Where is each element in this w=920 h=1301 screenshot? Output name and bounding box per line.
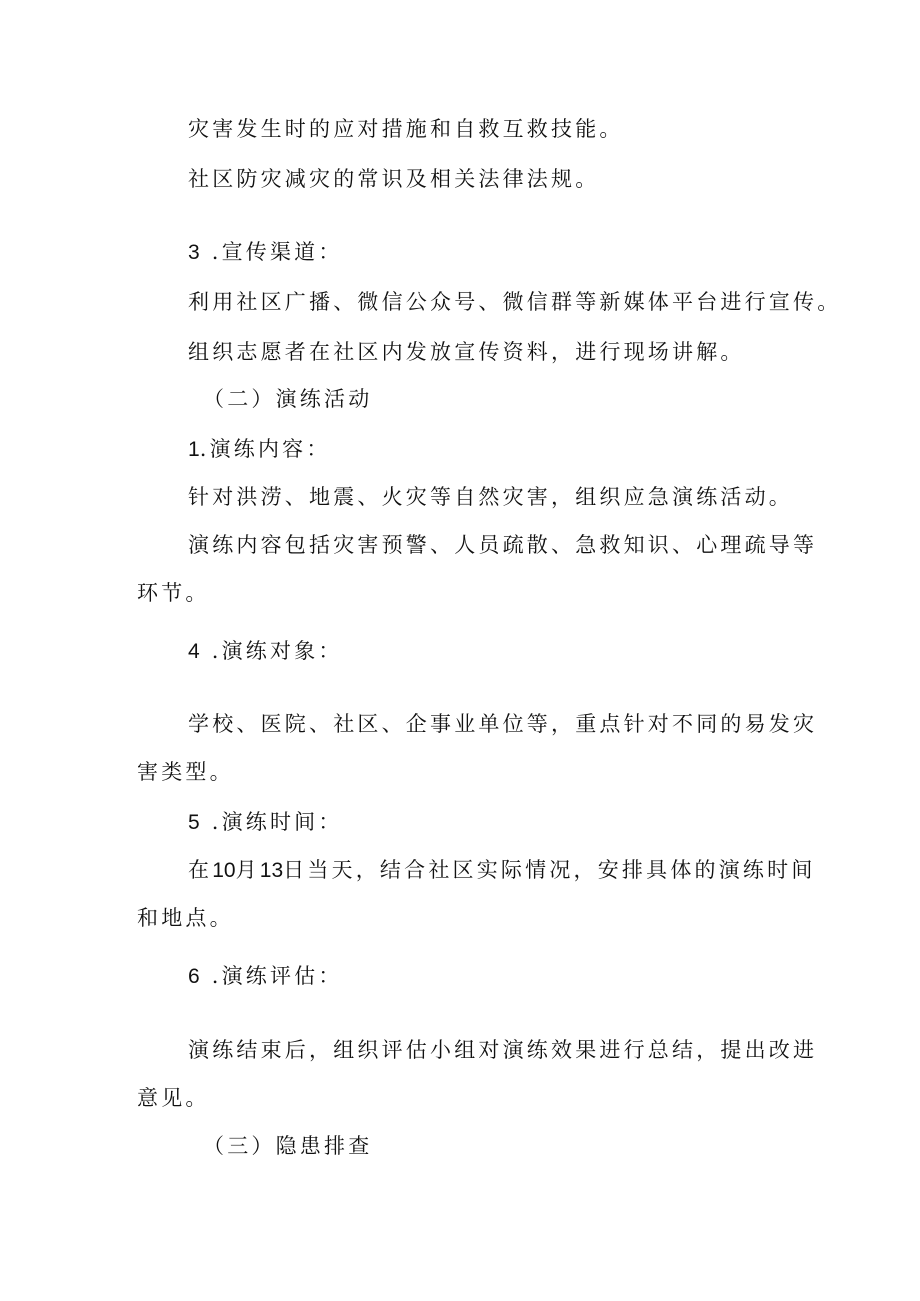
section-heading-2 bbox=[203, 385, 372, 413]
line-text: 学校、医院、社区、企事业单位等，重点针对不同的易发灾 bbox=[188, 712, 818, 736]
paragraph-line bbox=[188, 165, 599, 193]
section-heading-3 bbox=[188, 238, 343, 267]
line-text: 意见。 bbox=[137, 1086, 210, 1110]
line-text: 社区防灾减灾的常识及相关法律法规。 bbox=[188, 167, 600, 191]
line-text: 和地点。 bbox=[137, 906, 234, 930]
line-text: 组织志愿者在社区内发放宣传资料，进行现场讲解。 bbox=[188, 340, 745, 364]
heading-number: 1 bbox=[188, 438, 200, 461]
heading-text: .演练内容： bbox=[199, 437, 331, 461]
section-heading-5 bbox=[188, 808, 343, 837]
paragraph-line bbox=[137, 758, 234, 786]
paragraph-line bbox=[188, 710, 817, 738]
paragraph-line bbox=[188, 856, 816, 885]
line-text: 害类型。 bbox=[137, 760, 234, 784]
section-heading-6 bbox=[188, 962, 343, 991]
paragraph-line bbox=[188, 1036, 817, 1064]
heading-text: .演练对象： bbox=[211, 639, 343, 663]
section-heading-4 bbox=[188, 637, 343, 666]
date-month-number: 10 bbox=[212, 859, 236, 882]
heading-text: .演练时间： bbox=[211, 810, 343, 834]
paragraph-line bbox=[188, 483, 793, 511]
heading-number: 4 bbox=[188, 640, 200, 663]
paragraph-line bbox=[188, 115, 624, 143]
paragraph-line bbox=[137, 579, 210, 607]
line-text: 环节。 bbox=[137, 581, 210, 605]
heading-text: .演练评估： bbox=[211, 964, 343, 988]
line-text: 演练结束后，组织评估小组对演练效果进行总结，提出改进 bbox=[188, 1038, 818, 1062]
line-text: 灾害发生时的应对措施和自救互救技能。 bbox=[188, 117, 624, 141]
paragraph-line bbox=[188, 338, 745, 366]
heading-number: 3 bbox=[188, 241, 200, 264]
line-text: 在 bbox=[188, 858, 213, 882]
section-heading-3-subtitle bbox=[203, 1132, 372, 1160]
paragraph-line bbox=[188, 531, 817, 559]
paragraph-line bbox=[188, 288, 841, 316]
heading-text: （二）演练活动 bbox=[203, 387, 373, 411]
heading-number: 6 bbox=[188, 965, 200, 988]
line-text: 日当天，结合社区实际情况，安排具体的演练时间 bbox=[283, 858, 816, 882]
line-text: 演练内容包括灾害预警、人员疏散、急救知识、心理疏导等 bbox=[188, 533, 818, 557]
heading-text: .宣传渠道： bbox=[211, 240, 343, 264]
paragraph-line bbox=[137, 904, 234, 932]
date-day-number: 13 bbox=[259, 859, 284, 882]
line-text: 利用社区广播、微信公众号、微信群等新媒体平台进行宣传。 bbox=[188, 290, 842, 314]
section-heading-1 bbox=[188, 435, 331, 464]
paragraph-line bbox=[137, 1084, 210, 1112]
line-text: 针对洪涝、地震、火灾等自然灾害，组织应急演练活动。 bbox=[188, 485, 793, 509]
line-text: 月 bbox=[235, 858, 260, 882]
heading-number: 5 bbox=[188, 811, 200, 834]
heading-text: （三）隐患排查 bbox=[203, 1134, 373, 1158]
